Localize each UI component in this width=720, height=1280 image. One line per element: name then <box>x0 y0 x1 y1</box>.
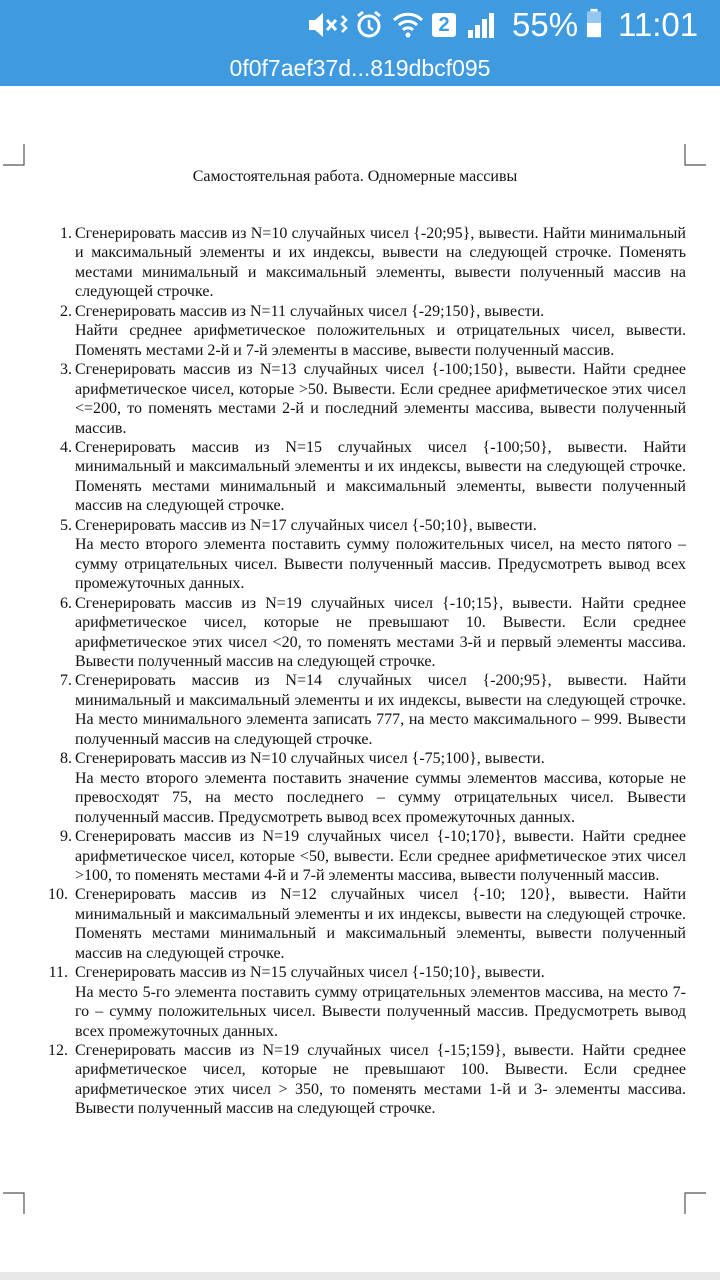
task-text: Сгенерировать массив из N=10 случайных чисел {-75;100}, вывести. <box>75 750 545 768</box>
task-number: 5. <box>60 516 72 534</box>
page-corner-top-right <box>684 144 706 166</box>
task-item <box>40 963 686 1041</box>
mute-icon <box>306 10 338 40</box>
status-bar <box>0 0 720 50</box>
task-text: Сгенерировать массив из N=15 случайных чисел {-100;50}, вывести. Найти минимальный и максимальный элементы и их индексы, вывести на следующей строчке. Поменять местами минимальный и максимальный элементы, вывести полученный массив на следующей строчке. <box>75 438 686 515</box>
page-corner-top-left <box>3 144 25 166</box>
task-number: 6. <box>60 594 72 612</box>
alarm-icon <box>355 10 383 40</box>
page-title: Самостоятельная работа. Одномерные массивы <box>192 168 518 185</box>
task-text: Найти среднее арифметическое положительных и отрицательных чисел, вывести. Поменять местами 2-й и 7-й элементы в массиве, вывести полученный массив. <box>75 322 686 359</box>
task-number: 12. <box>48 1042 68 1060</box>
task-number: 10. <box>48 886 68 904</box>
task-text: Сгенерировать массив из N=19 случайных чисел {-10;170}, вывести. Найти среднее арифметическое чисел, которые <50, вывести. Если среднее арифметическое этих чисел >100, то поменять местами 4-й и 7-й элементы массива, вывести полученный массив. <box>75 828 686 884</box>
task-item <box>40 438 686 516</box>
sim-2-icon: 2 <box>432 13 456 37</box>
task-text: На место второго элемента поставить значение суммы элементов массива, которые не превосходят 75, на место последнего – сумму отрицательных чисел. Вывести полученный массив. Предусмотреть вывод всех промежуточных данных. <box>75 769 686 826</box>
task-text: Сгенерировать массив из N=17 случайных чисел {-50;10}, вывести. <box>75 516 537 534</box>
document-title-bar <box>0 50 720 86</box>
signal-icon <box>466 10 498 40</box>
task-item <box>40 671 686 749</box>
bottom-edge <box>0 1272 720 1280</box>
battery-percent: 55% <box>512 6 579 43</box>
task-list <box>40 224 686 1119</box>
task-item <box>40 827 686 885</box>
task-item <box>40 749 686 827</box>
document-page[interactable] <box>0 86 720 1272</box>
page-corner-bottom-right <box>684 1192 706 1214</box>
task-text: Сгенерировать массив из N=13 случайных чисел {-100;150}, вывести. Найти среднее арифметическое чисел, которые >50. Вывести. Если среднее арифметическое этих чисел <=200, то поменять местами 2-й и последний элементы массива, вывести полученный массив. <box>75 361 686 437</box>
wifi-icon <box>392 10 424 40</box>
task-number: 11. <box>48 964 68 982</box>
task-text: На место 5-го элемента поставить сумму отрицательных элементов массива, на место 7-го – сумму положительных чисел. Вывести полученный массив. Предусмотреть вывод всех промежуточных данных. <box>75 983 686 1040</box>
battery-icon <box>584 8 604 38</box>
task-text: Сгенерировать массив из N=10 случайных чисел {-20;95}, вывести. Найти минимальный и максимальный элементы и их индексы, вывести на следующей строчке. Поменять местами минимальный и максимальный элементы, вывести полученный массив на следующей строчке. <box>75 225 686 301</box>
task-text: Сгенерировать массив из N=12 случайных чисел {-10; 120}, вывести. Найти минимальный и максимальный элементы и их индексы, вывести на следующей строчке. Поменять местами минимальный и максимальный элементы, вывести полученный массив на следующей строчке. <box>75 886 686 962</box>
task-number: 2. <box>60 302 72 320</box>
task-number: 9. <box>60 828 72 846</box>
task-item <box>40 302 686 360</box>
task-item <box>40 360 686 438</box>
task-number: 1. <box>60 225 72 242</box>
clock: 11:01 <box>618 6 699 43</box>
task-text: На место второго элемента поставить сумму положительных чисел, на место пятого – сумму отрицательных чисел. Вывести полученный массив. Предусмотреть вывод всех промежуточных данных. <box>75 536 686 593</box>
task-text: Сгенерировать массив из N=15 случайных чисел {-150;10}, вывести. <box>75 964 545 982</box>
task-text: Сгенерировать массив из N=19 случайных чисел {-10;15}, вывести. Найти среднее арифметическое чисел, которые не превышают 10. Вывести. Если среднее арифметическое этих чисел <20, то поменять местами 3-й и первый элементы массива. Вывести полученный массив на следующей строчке. <box>75 594 686 670</box>
task-item <box>40 885 686 963</box>
task-text: Сгенерировать массив из N=14 случайных чисел {-200;95}, вывести. Найти минимальный и максимальный элементы и их индексы, вывести на следующей строчке. На место минимального элемента записать 777, на место максимального – 999. Вывести полученный массив на следующей строчке. <box>75 672 686 748</box>
task-item <box>40 224 686 302</box>
task-number: 7. <box>60 672 72 690</box>
task-number: 8. <box>60 750 72 768</box>
task-item <box>40 594 686 672</box>
file-name: 0f0f7aef37d...819dbcf095 <box>229 55 491 81</box>
page-corner-bottom-left <box>3 1192 25 1214</box>
task-item <box>40 1041 686 1119</box>
vibrate-icon <box>340 10 354 40</box>
task-text: Сгенерировать массив из N=11 случайных чисел {-29;150}, вывести. <box>75 302 545 320</box>
task-number: 4. <box>60 438 72 456</box>
task-text: Сгенерировать массив из N=19 случайных чисел {-15;159}, вывести. Найти среднее арифметическое чисел, которые не превышают 100. Вывести. Если среднее арифметическое этих чисел > 350, то поменять местами 1-й и 3- элементы массива. Вывести полученный массив на следующей строчке. <box>75 1042 686 1118</box>
task-number: 3. <box>60 361 72 379</box>
task-item <box>40 516 686 594</box>
